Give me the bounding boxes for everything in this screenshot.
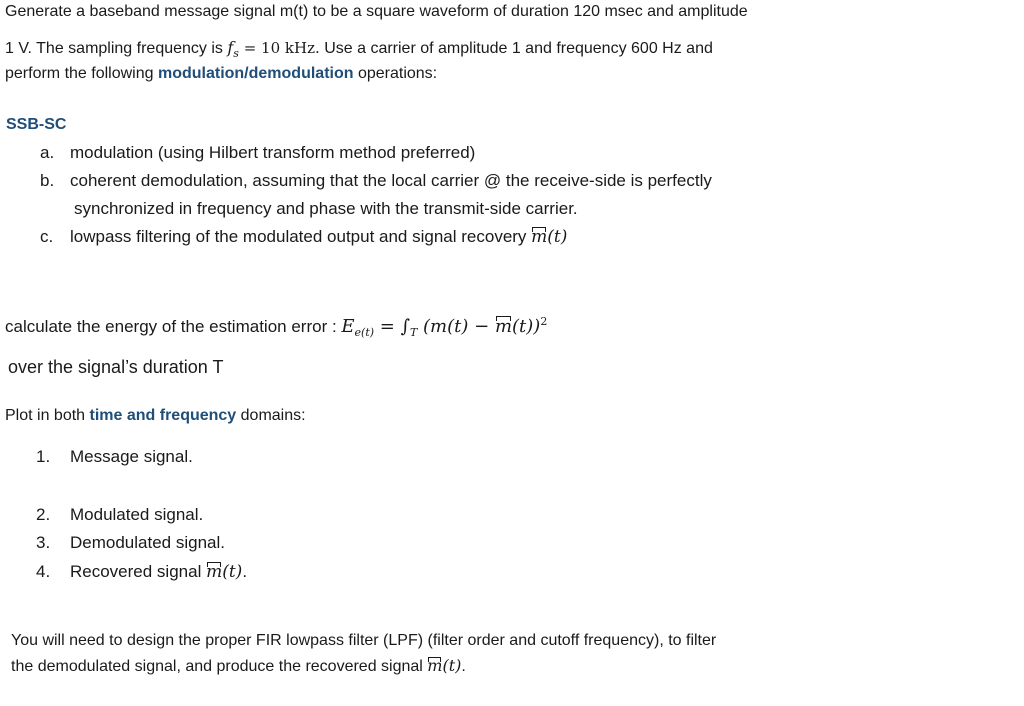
t-argument: (t) bbox=[547, 227, 568, 247]
m-hat-symbol: m bbox=[206, 562, 223, 582]
task-text: coherent demodulation, assuming that the local carrier @ the receive-side is perfectly bbox=[70, 171, 712, 190]
plot-marker: 2. bbox=[36, 505, 51, 524]
energy-exponent: 2 bbox=[540, 315, 548, 328]
t-argument: (t) bbox=[222, 562, 243, 582]
intro-text-3b: operations: bbox=[353, 65, 438, 82]
plot-item-1 bbox=[36, 446, 193, 468]
plot-text: Modulated signal. bbox=[70, 505, 204, 524]
task-item-b bbox=[40, 170, 712, 192]
task-text: synchronized in frequency and phase with the transmit-side carrier. bbox=[74, 199, 578, 218]
m-hat-symbol: m bbox=[494, 316, 513, 337]
plot-marker: 3. bbox=[36, 533, 51, 552]
intro-line-2 bbox=[5, 38, 713, 64]
intro-text-2a: 1 V. The sampling frequency is bbox=[5, 40, 228, 57]
intro-line-1 bbox=[5, 2, 748, 22]
intro-line-3 bbox=[5, 64, 437, 84]
intro-text-1: Generate a baseband message signal m(t) to be a square waveform of duration 120 msec and amplitude bbox=[5, 3, 748, 20]
task-text: lowpass filtering of the modulated output and signal recovery bbox=[70, 227, 532, 246]
footer-line-1: You will need to design the proper FIR lowpass filter (LPF) (filter order and cutoff frequency), to filter bbox=[11, 632, 717, 649]
energy-E: E bbox=[341, 316, 355, 337]
fs-subscript: s bbox=[233, 47, 239, 60]
plot-marker: 1. bbox=[36, 447, 51, 466]
plot-text: Recovered signal bbox=[70, 562, 207, 581]
footer-line-2: the demodulated signal, and produce the recovered signal m(t). bbox=[11, 656, 466, 675]
section-heading: SSB-SC bbox=[6, 116, 67, 133]
task-item-b-cont bbox=[74, 198, 578, 220]
plot-item-3 bbox=[36, 532, 225, 554]
plot-text: Message signal. bbox=[70, 447, 193, 466]
plot-text: Demodulated signal. bbox=[70, 533, 225, 552]
energy-prefix: calculate the energy of the estimation error : bbox=[5, 317, 342, 336]
fs-symbol: f bbox=[227, 38, 234, 57]
plot-prefix: Plot in both bbox=[5, 407, 90, 424]
plot-suffix: domains: bbox=[236, 407, 306, 424]
t-argument: (t) bbox=[442, 656, 462, 675]
plot-item-2 bbox=[36, 504, 203, 526]
task-marker: c. bbox=[40, 227, 54, 246]
plot-marker: 4. bbox=[36, 562, 51, 581]
fs-value: = 10 kHz. bbox=[238, 39, 320, 57]
plot-instruction bbox=[5, 406, 306, 426]
modulation-emphasis: modulation/demodulation bbox=[157, 65, 354, 82]
plot-emphasis: time and frequency bbox=[89, 407, 237, 424]
integral-bound: T bbox=[409, 326, 418, 339]
footer-text-2: the demodulated signal, and produce the recovered signal bbox=[11, 658, 428, 675]
integral-sign: = ∫ bbox=[374, 316, 410, 337]
task-item-c bbox=[40, 226, 567, 248]
energy-expression: (m(t) − bbox=[417, 316, 495, 337]
energy-subscript: e(t) bbox=[354, 326, 375, 339]
m-hat-symbol: m bbox=[531, 227, 548, 247]
m-hat-symbol: m bbox=[427, 656, 443, 675]
task-marker: a. bbox=[40, 143, 55, 162]
energy-expression-close: (t)) bbox=[512, 316, 541, 337]
duration-text: over the signal’s duration T bbox=[8, 357, 224, 377]
plot-item-4: 4. Recovered signal m(t). bbox=[36, 562, 248, 582]
task-text: modulation (using Hilbert transform method preferred) bbox=[70, 143, 476, 162]
task-item-a bbox=[40, 142, 475, 164]
energy-equation bbox=[5, 310, 547, 345]
intro-text-3a: perform the following bbox=[5, 65, 158, 82]
intro-text-2b: Use a carrier of amplitude 1 and frequency 600 Hz and bbox=[319, 40, 713, 57]
task-marker: b. bbox=[40, 171, 55, 190]
